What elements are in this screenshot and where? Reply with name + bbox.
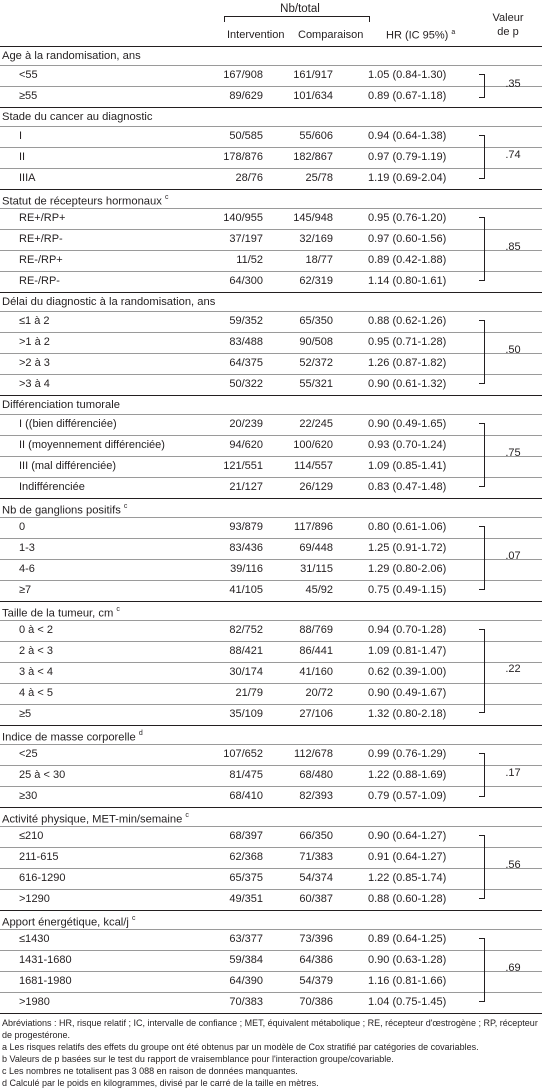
p-value-header-line2: de p	[497, 26, 519, 38]
table-row	[0, 929, 542, 950]
table-row	[0, 250, 542, 271]
comparaison-value: 55/606	[299, 130, 333, 142]
intervention-value: 82/752	[229, 624, 263, 636]
comparaison-value: 20/72	[305, 687, 333, 699]
hr-value: 1.32 (0.80-2.18)	[368, 708, 447, 720]
group-title-sup: c	[164, 194, 169, 201]
group-title	[0, 602, 542, 620]
comparaison-value: 32/169	[299, 233, 333, 245]
intervention-value: 89/629	[229, 90, 263, 102]
table-row	[0, 353, 542, 374]
comparaison-value: 18/77	[305, 254, 333, 266]
row-label: RE-/RP+	[19, 254, 63, 266]
group-title-sup: c	[185, 812, 189, 819]
comparaison-value: 88/769	[299, 624, 333, 636]
row-label: 211-615	[19, 851, 59, 863]
comparaison-value: 145/948	[293, 212, 333, 224]
intervention-value: 21/127	[229, 481, 263, 493]
group-title	[0, 726, 542, 744]
hr-value: 0.90 (0.49-1.67)	[368, 687, 447, 699]
comparaison-value: 70/386	[299, 996, 333, 1008]
group-title-sup: d	[138, 730, 143, 737]
p-value: .56	[505, 859, 521, 871]
group-bracket	[479, 835, 485, 899]
hr-value: 1.22 (0.85-1.74)	[368, 872, 447, 884]
table-row	[0, 271, 542, 292]
row-label: 0	[19, 521, 26, 533]
table-row	[0, 620, 542, 641]
table-row	[0, 311, 542, 332]
row-label: <55	[19, 69, 38, 81]
hr-value: 0.90 (0.64-1.27)	[368, 830, 447, 842]
comparaison-value: 26/129	[299, 481, 333, 493]
group-title	[0, 293, 542, 311]
group-title-text: Statut de récepteurs hormonaux	[2, 195, 162, 208]
comparaison-value: 68/480	[299, 769, 333, 781]
hr-value: 0.95 (0.76-1.20)	[368, 212, 447, 224]
comparaison-value: 64/386	[299, 954, 333, 966]
table-row	[0, 662, 542, 683]
intervention-value: 64/390	[229, 975, 263, 987]
footnote: b Valeurs de p basées sur le test du rapport de vraisemblance pour l'interaction groupe/covariable.	[2, 1054, 394, 1065]
hr-value: 0.75 (0.49-1.15)	[368, 584, 447, 596]
table-row	[0, 126, 542, 147]
intervention-value: 68/410	[229, 790, 263, 802]
comparaison-value: 55/321	[299, 378, 333, 390]
table-row	[0, 847, 542, 868]
group-title	[0, 47, 542, 65]
intervention-value: 121/551	[223, 460, 263, 472]
group-title-text: Différenciation tumorale	[2, 399, 120, 411]
hr-value: 0.99 (0.76-1.29)	[368, 748, 447, 760]
hr-value: 0.90 (0.49-1.65)	[368, 418, 447, 430]
intervention-value: 178/876	[223, 151, 263, 163]
table-row	[0, 86, 542, 107]
intervention-value: 81/475	[229, 769, 263, 781]
comparaison-value: 27/106	[299, 708, 333, 720]
table-row	[0, 826, 542, 847]
group-title	[0, 108, 542, 126]
comparaison-value: 100/620	[293, 439, 333, 451]
row-label: 1431-1680	[19, 954, 72, 966]
group-bracket	[479, 217, 485, 281]
table-row	[0, 147, 542, 168]
table-row	[0, 765, 542, 786]
row-label: 1681-1980	[19, 975, 72, 987]
group-title-text: Activité physique, MET-min/semaine	[2, 813, 183, 826]
comparaison-value: 45/92	[305, 584, 333, 596]
group-bracket	[479, 938, 485, 1002]
row-label: 4-6	[19, 563, 35, 575]
hr-value: 1.16 (0.81-1.66)	[368, 975, 447, 987]
comparaison-value: 161/917	[293, 69, 333, 81]
p-value: .22	[505, 663, 521, 675]
hr-value: 0.83 (0.47-1.48)	[368, 481, 447, 493]
hr-value: 0.94 (0.70-1.28)	[368, 624, 447, 636]
p-value: .35	[505, 78, 521, 90]
row-label: ≥7	[19, 584, 32, 596]
hr-value: 1.09 (0.85-1.41)	[368, 460, 447, 472]
hr-value: 0.88 (0.62-1.26)	[368, 315, 447, 327]
intervention-value: 50/322	[229, 378, 263, 390]
table-group	[0, 725, 542, 807]
intervention-value: 64/300	[229, 275, 263, 287]
intervention-value: 21/79	[235, 687, 263, 699]
intervention-value: 50/585	[229, 130, 263, 142]
comparaison-value: 90/508	[299, 336, 333, 348]
group-bracket	[479, 423, 485, 487]
table-row	[0, 683, 542, 704]
table-group	[0, 395, 542, 498]
intervention-value: 63/377	[229, 933, 263, 945]
group-title-text: Age à la randomisation, ans	[2, 50, 141, 62]
hr-value: 1.26 (0.87-1.82)	[368, 357, 447, 369]
hr-value: 0.88 (0.60-1.28)	[368, 893, 447, 905]
intervention-value: 83/488	[229, 336, 263, 348]
table-group	[0, 498, 542, 601]
intervention-value: 65/375	[229, 872, 263, 884]
table-row	[0, 641, 542, 662]
intervention-value: 41/105	[229, 584, 263, 596]
intervention-header: Intervention	[227, 29, 285, 41]
hr-value: 0.93 (0.70-1.24)	[368, 439, 447, 451]
table-body	[0, 46, 542, 1013]
comparaison-value: 182/867	[293, 151, 333, 163]
intervention-value: 88/421	[229, 645, 263, 657]
row-label: II	[19, 151, 26, 163]
row-label: 2 à < 3	[19, 645, 53, 657]
row-label: I	[19, 130, 23, 142]
comparaison-value: 62/319	[299, 275, 333, 287]
hr-value: 0.89 (0.42-1.88)	[368, 254, 447, 266]
intervention-value: 37/197	[229, 233, 263, 245]
footnote: Abréviations : HR, risque relatif ; IC, intervalle de confiance ; MET, équivalent métabolique ; RE, récepteur d'œstrogène ; RP, récepteur de progestérone.	[2, 1018, 538, 1041]
row-label: Indifférenciée	[19, 481, 85, 493]
table-row	[0, 456, 542, 477]
comparaison-value: 54/379	[299, 975, 333, 987]
comparaison-value: 52/372	[299, 357, 333, 369]
group-bracket	[479, 526, 485, 590]
group-title	[0, 808, 542, 826]
comparaison-value: 114/557	[294, 460, 333, 472]
row-label: ≥30	[19, 790, 38, 802]
footnote: c Les nombres ne totalisent pas 3 088 en raison de données manquantes.	[2, 1066, 298, 1077]
hr-value: 1.14 (0.80-1.61)	[368, 275, 447, 287]
table-row	[0, 229, 542, 250]
comparaison-value: 112/678	[294, 748, 333, 760]
table-row	[0, 208, 542, 229]
hr-value: 0.91 (0.64-1.27)	[368, 851, 447, 863]
table-row	[0, 168, 542, 189]
row-label: I ((bien différenciée)	[19, 418, 117, 430]
group-title-text: Taille de la tumeur, cm	[2, 607, 114, 620]
hr-value: 1.09 (0.81-1.47)	[368, 645, 447, 657]
table-row	[0, 477, 542, 498]
comparaison-value: 41/160	[299, 666, 333, 678]
comparaison-value: 31/115	[300, 563, 333, 575]
hr-value: 1.29 (0.80-2.06)	[368, 563, 447, 575]
row-label: 4 à < 5	[19, 687, 53, 699]
group-bracket	[479, 74, 485, 98]
intervention-value: 35/109	[229, 708, 263, 720]
table-row	[0, 786, 542, 807]
row-label: 616-1290	[19, 872, 66, 884]
group-bracket	[479, 753, 485, 797]
table-row	[0, 992, 542, 1013]
group-title	[0, 911, 542, 929]
hr-value: 0.95 (0.71-1.28)	[368, 336, 447, 348]
comparaison-value: 25/78	[305, 172, 333, 184]
footnotes	[0, 1013, 542, 1090]
p-value: .85	[505, 241, 521, 253]
intervention-value: 49/351	[229, 893, 263, 905]
hr-value: 1.19 (0.69-2.04)	[368, 172, 447, 184]
hr-value: 1.22 (0.88-1.69)	[368, 769, 447, 781]
comparaison-value: 73/396	[299, 933, 333, 945]
table-header	[0, 0, 542, 46]
row-label: >2 à 3	[19, 357, 50, 369]
hr-value: 0.79 (0.57-1.09)	[368, 790, 447, 802]
intervention-value: 20/239	[229, 418, 263, 430]
comparaison-value: 22/245	[299, 418, 333, 430]
intervention-value: 62/368	[229, 851, 263, 863]
hr-value: 0.80 (0.61-1.06)	[368, 521, 447, 533]
table-group	[0, 107, 542, 189]
group-title-text: Stade du cancer au diagnostic	[2, 111, 153, 123]
intervention-value: 68/397	[229, 830, 263, 842]
table-row	[0, 744, 542, 765]
intervention-value: 59/384	[229, 954, 263, 966]
row-label: ≤1 à 2	[19, 315, 50, 327]
comparaison-value: 65/350	[299, 315, 333, 327]
group-title-sup: c	[131, 915, 136, 922]
table-row	[0, 559, 542, 580]
footnote: d Calculé par le poids en kilogrammes, divisé par le carré de la taille en mètres.	[2, 1078, 319, 1089]
hr-header-sup: a	[451, 29, 456, 36]
table-group	[0, 807, 542, 910]
comparaison-value: 69/448	[299, 542, 333, 554]
hr-value: 0.94 (0.64-1.38)	[368, 130, 447, 142]
intervention-value: 59/352	[229, 315, 263, 327]
intervention-value: 93/879	[229, 521, 263, 533]
row-label: RE-/RP-	[19, 275, 60, 287]
row-label: ≥55	[19, 90, 38, 102]
p-value: .07	[505, 550, 521, 562]
comparaison-value: 101/634	[293, 90, 333, 102]
row-label: >1 à 2	[19, 336, 50, 348]
table-group	[0, 910, 542, 1013]
intervention-value: 107/652	[223, 748, 263, 760]
hr-value: 0.89 (0.67-1.18)	[368, 90, 447, 102]
group-title-text: Indice de masse corporelle	[2, 731, 136, 744]
hr-header-text: HR (IC 95%)	[386, 29, 449, 42]
group-bracket	[479, 135, 485, 179]
table-row	[0, 435, 542, 456]
p-value-header-line1: Valeur	[492, 12, 524, 24]
comparaison-header: Comparaison	[298, 29, 364, 41]
group-title	[0, 190, 542, 208]
group-title-text: Apport énergétique, kcal/j	[2, 916, 129, 929]
row-label: ≤210	[19, 830, 44, 842]
table-row	[0, 65, 542, 86]
nb-total-header: Nb/total	[280, 3, 320, 15]
table-row	[0, 868, 542, 889]
intervention-value: 94/620	[229, 439, 263, 451]
header-bracket	[224, 16, 370, 22]
intervention-value: 64/375	[229, 357, 263, 369]
row-label: >1980	[19, 996, 50, 1008]
intervention-value: 39/116	[230, 563, 263, 575]
hr-value: 1.04 (0.75-1.45)	[368, 996, 447, 1008]
table-group	[0, 189, 542, 292]
hr-value: 0.62 (0.39-1.00)	[368, 666, 447, 678]
hr-value: 1.05 (0.84-1.30)	[368, 69, 447, 81]
intervention-value: 28/76	[235, 172, 263, 184]
comparaison-value: 71/383	[299, 851, 333, 863]
row-label: IIIA	[19, 172, 36, 184]
group-title-sup: c	[116, 606, 120, 613]
intervention-value: 83/436	[229, 542, 263, 554]
row-label: >1290	[19, 893, 50, 905]
row-label: RE+/RP+	[19, 212, 66, 224]
comparaison-value: 117/896	[294, 521, 333, 533]
table-row	[0, 950, 542, 971]
row-label: 1-3	[19, 542, 35, 554]
row-label: 3 à < 4	[19, 666, 53, 678]
hr-value: 0.89 (0.64-1.25)	[368, 933, 447, 945]
row-label: ≥5	[19, 708, 32, 720]
hr-value: 1.25 (0.91-1.72)	[368, 542, 447, 554]
hr-header	[386, 29, 455, 42]
comparaison-value: 82/393	[299, 790, 333, 802]
intervention-value: 70/383	[229, 996, 263, 1008]
comparaison-value: 54/374	[299, 872, 333, 884]
row-label: RE+/RP-	[19, 233, 63, 245]
row-label: 0 à < 2	[19, 624, 53, 636]
footnote: a Les risques relatifs des effets du groupe ont été obtenus par un modèle de Cox stratifié par catégories de covariables.	[2, 1042, 479, 1053]
row-label: <25	[19, 748, 38, 760]
group-title-text: Délai du diagnostic à la randomisation, ans	[2, 296, 216, 308]
group-title	[0, 499, 542, 517]
comparaison-value: 60/387	[299, 893, 333, 905]
p-value: .74	[505, 149, 521, 161]
comparaison-value: 86/441	[299, 645, 333, 657]
row-label: 25 à < 30	[19, 769, 66, 781]
row-label: ≤1430	[19, 933, 50, 945]
intervention-value: 140/955	[223, 212, 263, 224]
table-row	[0, 538, 542, 559]
table-group	[0, 601, 542, 725]
table-row	[0, 704, 542, 725]
group-title	[0, 396, 542, 414]
table-row	[0, 517, 542, 538]
row-label: >3 à 4	[19, 378, 50, 390]
group-bracket	[479, 629, 485, 713]
hr-value: 0.97 (0.60-1.56)	[368, 233, 447, 245]
group-title-sup: c	[123, 503, 128, 510]
table-row	[0, 971, 542, 992]
table-row	[0, 889, 542, 910]
table-row	[0, 414, 542, 435]
hr-value: 0.90 (0.63-1.28)	[368, 954, 447, 966]
table-group	[0, 46, 542, 107]
intervention-value: 30/174	[229, 666, 263, 678]
table-row	[0, 374, 542, 395]
row-label: III (mal différenciée)	[19, 460, 117, 472]
intervention-value: 11/52	[236, 254, 263, 266]
p-value: .75	[505, 447, 521, 459]
group-title-text: Nb de ganglions positifs	[2, 504, 121, 517]
comparaison-value: 66/350	[299, 830, 333, 842]
table-group	[0, 292, 542, 395]
p-value: .50	[505, 344, 521, 356]
p-value: .69	[505, 962, 521, 974]
table-row	[0, 332, 542, 353]
p-value-header	[478, 11, 538, 39]
row-label: II (moyennement différenciée)	[19, 439, 165, 451]
p-value: .17	[505, 767, 521, 779]
table-row	[0, 580, 542, 601]
hr-value: 0.90 (0.61-1.32)	[368, 378, 447, 390]
group-bracket	[479, 320, 485, 384]
hr-value: 0.97 (0.79-1.19)	[368, 151, 447, 163]
intervention-value: 167/908	[223, 69, 263, 81]
